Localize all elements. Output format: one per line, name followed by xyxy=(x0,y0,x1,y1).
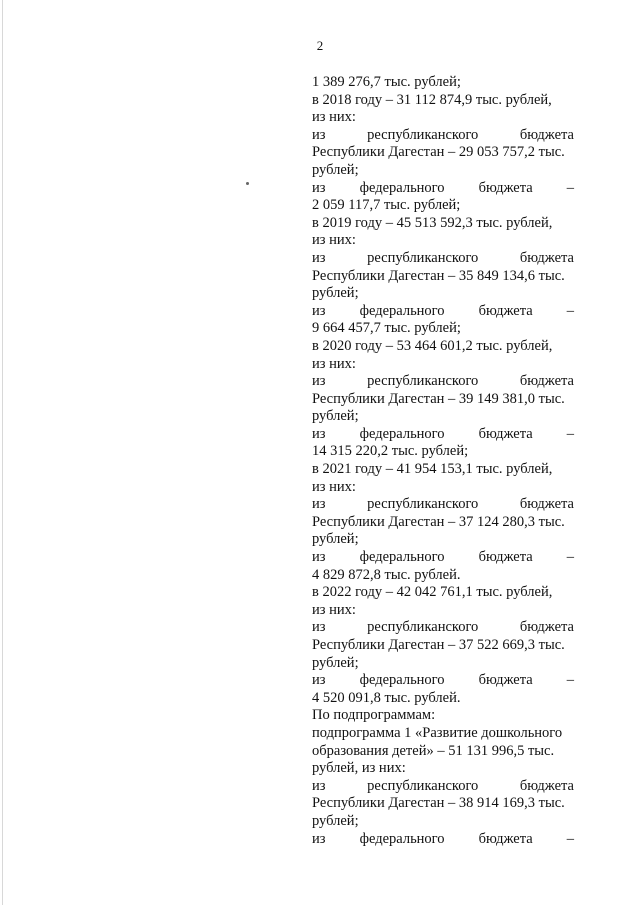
text-word: республиканского xyxy=(367,496,479,513)
text-line: образования детей» – 51 131 996,5 тыс. xyxy=(312,742,555,759)
text-word: из xyxy=(312,249,326,266)
text-word: из xyxy=(312,126,326,143)
budget-text-column xyxy=(312,74,574,848)
text-line: рублей, из них: xyxy=(312,760,406,777)
text-line: из них: xyxy=(312,478,356,495)
text-word: республиканского xyxy=(367,249,479,266)
text-line: 1 389 276,7 тыс. рублей; xyxy=(312,74,461,90)
scan-speck xyxy=(246,182,249,185)
text-line: Республики Дагестан – 37 124 280,3 тыс. xyxy=(312,513,565,530)
text-word: республиканского xyxy=(367,126,479,143)
text-line: рублей; xyxy=(312,654,359,671)
text-word: из xyxy=(312,179,326,196)
text-word: из xyxy=(312,373,326,390)
text-word: республиканского xyxy=(367,619,479,636)
text-line xyxy=(312,373,574,391)
text-word: бюджета xyxy=(519,126,574,143)
text-word: бюджета xyxy=(519,249,574,266)
text-word: федерального xyxy=(359,830,445,847)
text-line: в 2022 году – 42 042 761,1 тыс. рублей, xyxy=(312,584,553,601)
text-line xyxy=(312,778,574,796)
text-line: 9 664 457,7 тыс. рублей; xyxy=(312,320,461,337)
text-line: Республики Дагестан – 29 053 757,2 тыс. xyxy=(312,144,565,161)
text-word: из xyxy=(312,425,326,442)
text-word: федерального xyxy=(359,672,445,689)
text-word: республиканского xyxy=(367,373,479,390)
scan-edge xyxy=(2,0,3,905)
text-word: бюджета xyxy=(478,549,533,566)
text-line: подпрограмма 1 «Развитие дошкольного xyxy=(312,724,563,741)
text-word: – xyxy=(566,549,574,566)
page-number: 2 xyxy=(316,38,324,53)
text-line: Республики Дагестан – 35 849 134,6 тыс. xyxy=(312,267,565,284)
text-line: рублей; xyxy=(312,812,359,829)
text-line xyxy=(312,127,574,145)
text-line xyxy=(312,426,574,444)
text-line: рублей; xyxy=(312,408,359,425)
text-line xyxy=(312,180,574,198)
text-word: федерального xyxy=(359,302,445,319)
text-word: республиканского xyxy=(367,777,479,794)
text-line: в 2021 году – 41 954 153,1 тыс. рублей, xyxy=(312,461,553,478)
text-line xyxy=(312,672,574,690)
text-line: в 2018 году – 31 112 874,9 тыс. рублей, xyxy=(312,91,552,108)
text-line: из них: xyxy=(312,355,356,372)
text-word: федерального xyxy=(359,549,445,566)
text-word: – xyxy=(566,830,574,847)
text-word: бюджета xyxy=(478,672,533,689)
text-word: из xyxy=(312,619,326,636)
text-word: из xyxy=(312,302,326,319)
text-line: в 2019 году – 45 513 592,3 тыс. рублей, xyxy=(312,214,553,231)
text-word: бюджета xyxy=(519,619,574,636)
text-word: бюджета xyxy=(519,373,574,390)
text-word: бюджета xyxy=(519,777,574,794)
text-word: бюджета xyxy=(478,302,533,319)
text-word: федерального xyxy=(359,425,445,442)
text-word: из xyxy=(312,496,326,513)
text-line: 14 315 220,2 тыс. рублей; xyxy=(312,443,469,460)
text-line: в 2020 году – 53 464 601,2 тыс. рублей, xyxy=(312,337,553,354)
text-line xyxy=(312,250,574,268)
text-line xyxy=(312,303,574,321)
text-word: из xyxy=(312,549,326,566)
text-word: из xyxy=(312,830,326,847)
text-line: рублей; xyxy=(312,161,359,178)
text-line xyxy=(312,549,574,567)
text-word: – xyxy=(566,179,574,196)
text-line: Республики Дагестан – 38 914 169,3 тыс. xyxy=(312,795,565,812)
text-line: Республики Дагестан – 37 522 669,3 тыс. xyxy=(312,637,565,653)
text-line: 2 059 117,7 тыс. рублей; xyxy=(312,197,461,214)
text-line xyxy=(312,619,574,637)
text-line: из них: xyxy=(312,109,356,126)
text-line xyxy=(312,496,574,514)
text-word: – xyxy=(566,302,574,319)
text-line: из них: xyxy=(312,232,356,249)
text-word: бюджета xyxy=(519,496,574,513)
text-word: бюджета xyxy=(478,425,533,442)
text-line xyxy=(312,831,574,849)
text-word: из xyxy=(312,672,326,689)
text-word: бюджета xyxy=(478,179,533,196)
text-line: рублей; xyxy=(312,285,359,302)
text-line: 4 520 091,8 тыс. рублей. xyxy=(312,689,461,706)
text-word: – xyxy=(566,672,574,689)
text-line: 4 829 872,8 тыс. рублей. xyxy=(312,566,461,583)
text-line: По подпрограммам: xyxy=(312,707,436,724)
text-word: бюджета xyxy=(478,830,533,847)
text-word: федерального xyxy=(359,179,445,196)
text-line: Республики Дагестан – 39 149 381,0 тыс. xyxy=(312,390,565,407)
text-word: из xyxy=(312,777,326,794)
text-word: – xyxy=(566,425,574,442)
text-line: из них: xyxy=(312,601,356,618)
text-line: рублей; xyxy=(312,531,359,548)
